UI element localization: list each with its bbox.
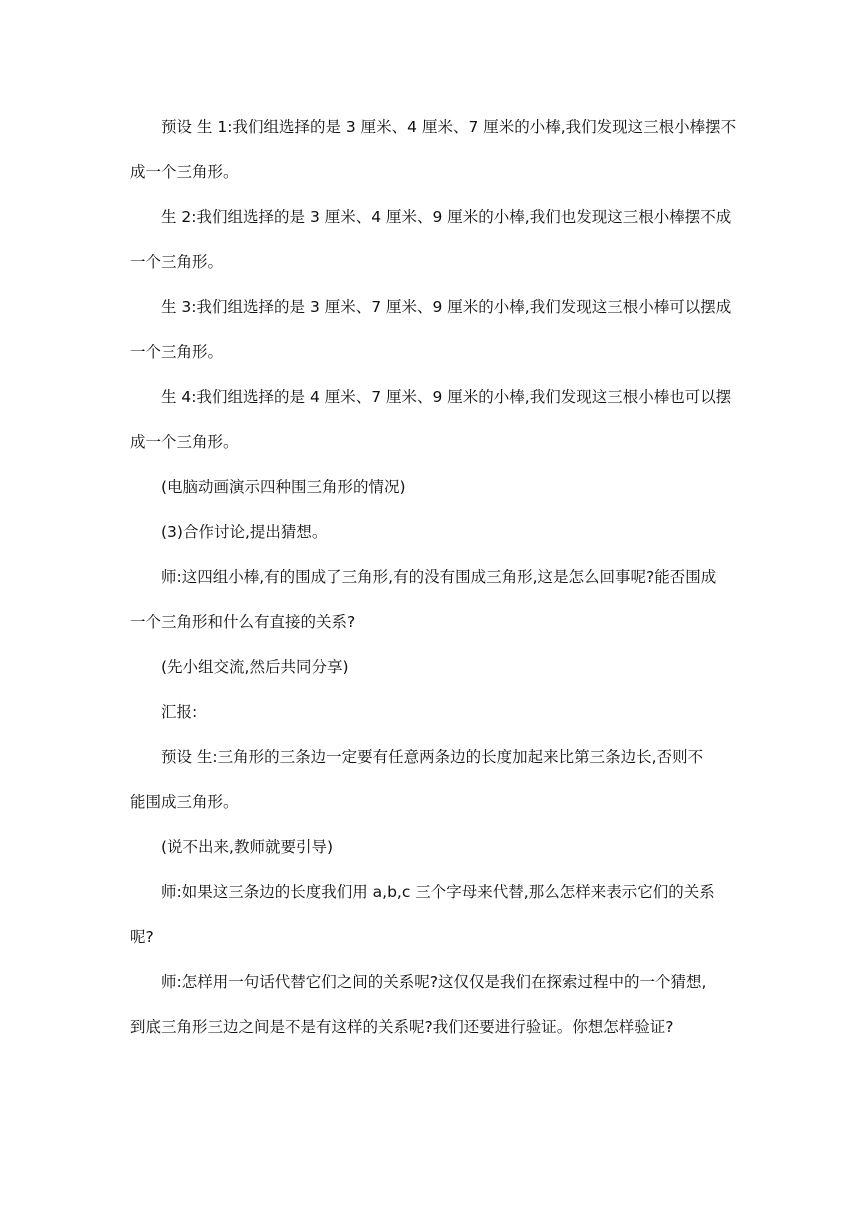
text-line: 生 2:我们组选择的是 3 厘米、4 厘米、9 厘米的小棒,我们也发现这三根小棒摆不成 [161, 208, 732, 226]
text-line: 生 4:我们组选择的是 4 厘米、7 厘米、9 厘米的小棒,我们发现这三根小棒也可以摆 [161, 388, 732, 406]
text-line: 一个三角形和什么有直接的关系? [130, 613, 356, 631]
text-line: 呢? [130, 928, 154, 946]
text-line: 能围成三角形。 [130, 793, 239, 811]
text-line: 成一个三角形。 [130, 163, 239, 181]
text-line: 师:这四组小棒,有的围成了三角形,有的没有围成三角形,这是怎么回事呢?能否围成 [161, 568, 717, 586]
text-line: 汇报: [161, 703, 198, 721]
text-line: 师:怎样用一句话代替它们之间的关系呢?这仅仅是我们在探索过程中的一个猜想, [161, 973, 707, 991]
text-line: 一个三角形。 [130, 253, 224, 271]
text-line: 预设 生 1:我们组选择的是 3 厘米、4 厘米、7 厘米的小棒,我们发现这三根小棒摆不 [161, 118, 737, 136]
text-line: 师:如果这三条边的长度我们用 a,b,c 三个字母来代替,那么怎样来表示它们的关系 [161, 883, 715, 901]
text-line: (说不出来,教师就要引导) [161, 838, 334, 856]
document-body [130, 112, 740, 1057]
text-line: 到底三角形三边之间是不是有这样的关系呢?我们还要进行验证。你想怎样验证? [130, 1018, 674, 1036]
text-line: 生 3:我们组选择的是 3 厘米、7 厘米、9 厘米的小棒,我们发现这三根小棒可以摆成 [161, 298, 732, 316]
text-line: (先小组交流,然后共同分享) [161, 658, 349, 676]
text-line: 预设 生:三角形的三条边一定要有任意两条边的长度加起来比第三条边长,否则不 [161, 748, 704, 766]
text-line: (3)合作讨论,提出猜想。 [161, 523, 328, 541]
text-line: (电脑动画演示四种围三角形的情况) [161, 478, 406, 496]
text-line: 一个三角形。 [130, 343, 224, 361]
text-line: 成一个三角形。 [130, 433, 239, 451]
